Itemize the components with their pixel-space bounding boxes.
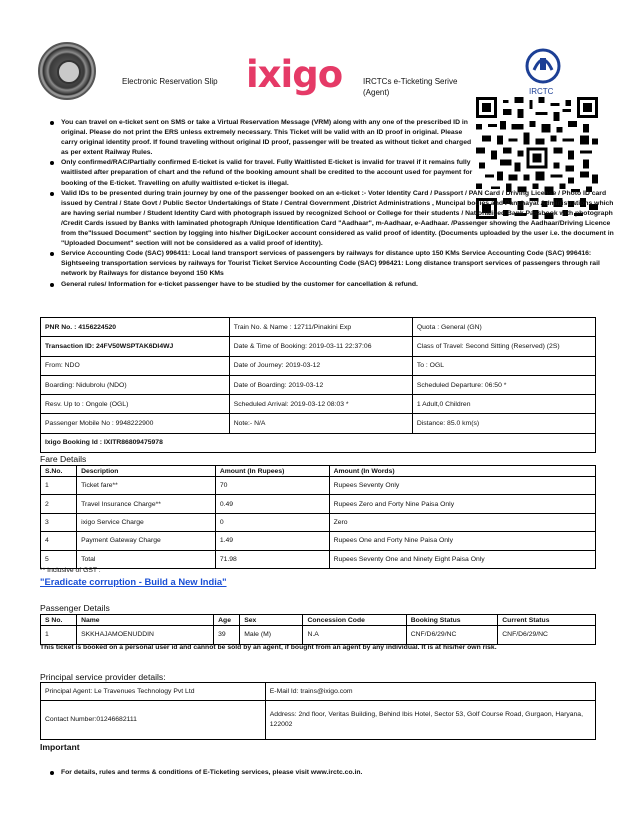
table-header-row (41, 615, 596, 626)
reservation-upto: Resv. Up to : Ongole (OGL) (41, 395, 230, 414)
provider-address: Address: 2nd floor, Veritas Building, Behind Ibis Hotel, Sector 53, Golf Course Road, Gurgaon, Haryana, 122002 (265, 701, 595, 740)
table-cell: 3 (41, 513, 77, 531)
provider-contact: Contact Number:01246682111 (41, 701, 266, 740)
travel-class: Class of Travel: Second Sitting (Reserved) (2S) (412, 337, 595, 356)
column-header: Sex (240, 615, 303, 626)
table-cell: 0.49 (215, 495, 329, 513)
table-row (41, 495, 596, 513)
irctc-service-label: IRCTCs e-Ticketing Serive (Agent) (363, 77, 458, 97)
gst-note: ** Inclusive of GST : (40, 567, 101, 574)
booking-datetime: Date & Time of Booking: 2019-03-11 22:37:06 (229, 337, 412, 356)
table-cell: 71.98 (215, 550, 329, 568)
table-cell: 4 (41, 532, 77, 550)
journey-date: Date of Journey: 2019-03-12 (229, 356, 412, 375)
column-header: Current Status (498, 615, 596, 626)
table-cell: 5 (41, 550, 77, 568)
column-header: Amount (In Rupees) (215, 466, 329, 477)
table-cell: 2 (41, 495, 77, 513)
table-row (41, 683, 596, 701)
passenger-details-title: Passenger Details (40, 603, 110, 613)
ers-label: Electronic Reservation Slip (122, 77, 218, 86)
important-bullet: For details, rules and terms & conditions of E-Ticketing services, please visit www.irctc.co.in. (61, 769, 363, 776)
table-cell: 39 (214, 626, 240, 645)
table-row (41, 477, 596, 495)
table-cell: Rupees One and Forty Nine Paisa Only (329, 532, 595, 550)
table-cell: 1 (41, 626, 77, 645)
column-header: Name (77, 615, 214, 626)
instructions-list (61, 118, 614, 290)
table-cell: 1.49 (215, 532, 329, 550)
table-row (41, 532, 596, 550)
principal-agent: Principal Agent: Le Travenues Technology Pvt Ltd (41, 683, 266, 701)
column-header: Description (77, 466, 216, 477)
table-cell: 70 (215, 477, 329, 495)
table-cell: CNF/D6/29/NC (406, 626, 498, 645)
column-header: Booking Status (406, 615, 498, 626)
table-cell: Rupees Seventy One and Ninety Eight Paisa Only (329, 550, 595, 568)
table-row (41, 513, 596, 531)
table-cell: CNF/D6/29/NC (498, 626, 596, 645)
train-name: Train No. & Name : 12711/Pinakini Exp (229, 318, 412, 337)
distance: Distance: 85.0 km(s) (412, 414, 595, 433)
provider-table (40, 682, 596, 740)
fare-table (40, 465, 596, 569)
to-station: To : OGL (412, 356, 595, 375)
table-row (41, 375, 596, 394)
table-cell: Total (77, 550, 216, 568)
table-cell: Rupees Seventy Only (329, 477, 595, 495)
table-row (41, 701, 596, 740)
ticket-info-table (40, 317, 596, 453)
table-cell: Rupees Zero and Forty Nine Paisa Only (329, 495, 595, 513)
table-cell: Payment Gateway Charge (77, 532, 216, 550)
pnr-number: PNR No. : 4156224520 (41, 318, 230, 337)
instruction-item: Valid IDs to be presented during train journey by one of the passenger booked on an e-ticket :- Voter Identity Card / Passport / PAN Card / Driving License / Photo ID card issued by Central / State Govt / Public Sector Undertakings of State / Central Government ,District Administrations , Muncipal bodies and Panchayat Administrations which are having serial number / Student Identity Card with photograph issued by recognized School or College for their students / Nationalized Bank Passbook with photograph /Credit Cards issued by Banks with laminated photograph /Unique Identification Card "Aadhaar", m-Aadhaar, e-Aadhaar. /Passenger showing the Aadhaar/Driving Licence from the"Issued Document" section by logging into his/her DigiLocker account considered as valid proof of identity. (Documents uploaded by the user i.e. the document in "Uploaded Document" section will not be considered as a valid proof of identity). (61, 189, 616, 250)
column-header: Age (214, 615, 240, 626)
scheduled-arrival: Scheduled Arrival: 2019-03-12 08:03 * (229, 395, 412, 414)
column-header: Amount (In Words) (329, 466, 595, 477)
boarding-station: Boarding: Nidubrolu (NDO) (41, 375, 230, 394)
quota: Quota : General (GN) (412, 318, 595, 337)
table-cell: SKKHAJAMOENUDDIN (77, 626, 214, 645)
ixigo-booking-id: Ixigo Booking Id : IXITR86809475978 (41, 433, 596, 452)
ixigo-logo: ixigo (246, 53, 343, 96)
instruction-item: Service Accounting Code (SAC) 996411: Local land transport services of passengers by railways for distance upto 150 KMs Service Accounting Code (SAC) 996416: Sightseeing transportation services by railways for Tourist Ticket Service Accounting Code (SAC) 996421: Long distance transport services of passengers through rail network by Railways for distance beyond 150 KMs (61, 249, 616, 279)
provider-email: E-Mail Id: trains@ixigo.com (265, 683, 595, 701)
table-row (41, 318, 596, 337)
instruction-item: General rules/ Information for e-ticket passenger have to be studied by the customer for cancellation & refund. (61, 280, 616, 290)
column-header: Concession Code (303, 615, 406, 626)
table-cell: Travel Insurance Charge** (77, 495, 216, 513)
table-row (41, 550, 596, 568)
provider-details-title: Principal service provider details: (40, 672, 166, 682)
table-header-row (41, 466, 596, 477)
instruction-item: Only confirmed/RAC/Partially confirmed E-ticket is valid for travel. Fully Waitlisted E-ticket is invalid for travel if it remains fully waitlisted after preparation of chart and the refund of the booking amount shall be credited to the account used for payment for booking of the E-ticket. Travelling on afully waitlisted e-ticket is illegal. (61, 158, 474, 188)
table-cell: 1 (41, 477, 77, 495)
table-row (41, 433, 596, 452)
irctc-logo-icon (522, 46, 564, 90)
table-cell: Zero (329, 513, 595, 531)
table-row (41, 395, 596, 414)
instruction-item: You can travel on e-ticket sent on SMS or take a Virtual Reservation Message (VRM) along with any one of the prescribed ID in original. Please do not print the ERS unless extremely necessary. This Ticket will be valid with an ID proof in original. Please carry original identity proof. If found traveling without original ID proof, passenger will be treated as without ticket and charged as per extent Railway Rules. (61, 118, 474, 158)
boarding-date: Date of Boarding: 2019-03-12 (229, 375, 412, 394)
railway-seal-logo (38, 42, 96, 100)
fare-details-title: Fare Details (40, 454, 87, 464)
anti-corruption-slogan[interactable]: "Eradicate corruption - Build a New India" (40, 576, 227, 587)
table-cell: Male (M) (240, 626, 303, 645)
passenger-mobile: Passenger Mobile No : 9948222900 (41, 414, 230, 433)
from-station: From: NDO (41, 356, 230, 375)
table-cell: Ticket fare** (77, 477, 216, 495)
table-cell: 0 (215, 513, 329, 531)
passenger-count: 1 Adult,0 Children (412, 395, 595, 414)
table-row (41, 626, 596, 645)
important-title: Important (40, 742, 80, 752)
column-header: S No. (41, 615, 77, 626)
table-row (41, 414, 596, 433)
irctc-logo-text: IRCTC (529, 87, 554, 96)
transaction-id: Transaction ID: 24FV50WSPTAK6DI4WJ (41, 337, 230, 356)
personal-id-note: This ticket is booked on a personal user id and cannot be sold by an agent, if bought from an agent by any individual. It is at his/her own risk. (40, 644, 497, 651)
passenger-table (40, 614, 596, 645)
scheduled-departure: Scheduled Departure: 06:50 * (412, 375, 595, 394)
column-header: S.No. (41, 466, 77, 477)
table-cell: N.A (303, 626, 406, 645)
ticket-note: Note:- N/A (229, 414, 412, 433)
table-cell: ixigo Service Charge (77, 513, 216, 531)
table-row (41, 337, 596, 356)
table-row (41, 356, 596, 375)
